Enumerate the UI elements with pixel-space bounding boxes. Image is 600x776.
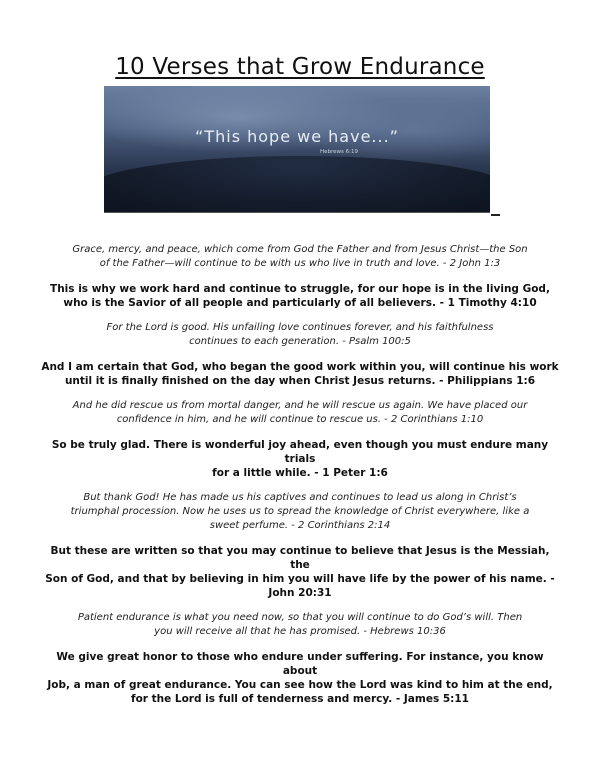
verse-8 (40, 544, 560, 600)
verse-2 (40, 282, 560, 310)
banner-quote: “This hope we have...” (195, 127, 399, 146)
verse-line: continues to each generation. - Psalm 100:5 (189, 336, 411, 347)
verse-line: Son of God, and that by believing in him you will have life by the power of his name. - (45, 573, 555, 585)
verse-7 (40, 491, 560, 533)
banner-reference: Hebrews 6:19 (320, 149, 358, 155)
verse-10 (40, 650, 560, 706)
verse-line: for the Lord is full of tenderness and mercy. - James 5:11 (131, 693, 469, 705)
verse-line: for a little while. - 1 Peter 1:6 (212, 467, 388, 479)
verse-line: sweet perfume. - 2 Corinthians 2:14 (209, 520, 391, 531)
verse-line: trials (284, 453, 316, 465)
verse-line: until it is finally finished on the day when Christ Jesus returns. - Philippians 1:6 (64, 375, 536, 387)
verse-list (40, 243, 560, 706)
verse-line: triumphal procession. Now he uses us to spread the knowledge of Christ everywhere, like a (70, 506, 530, 517)
verse-line: Job, a man of great endurance. You can see how the Lord was kind to him at the end, (47, 679, 553, 691)
verse-line: you will receive all that he has promised. - Hebrews 10:36 (154, 626, 446, 637)
verse-line: who is the Savior of all people and particularly of all believers. - 1 Timothy 4:10 (63, 297, 537, 309)
verse-line: We give great honor to those who endure under suffering. For instance, you know about (56, 651, 544, 677)
verse-line: Grace, mercy, and peace, which come from God the Father and from Jesus Christ—the Son (72, 244, 528, 255)
verse-line: of the Father—will continue to be with us who live in truth and love. - 2 John 1:3 (99, 258, 501, 269)
banner-image (104, 86, 490, 213)
underscore-mark (491, 214, 500, 216)
verse-line: But these are written so that you may continue to believe that Jesus is the Messiah, the (50, 545, 550, 571)
verse-line: This is why we work hard and continue to struggle, for our hope is in the living God, (50, 283, 550, 295)
verse-line: For the Lord is good. His unfailing love continues forever, and his faithfulness (106, 322, 494, 333)
verse-6 (40, 438, 560, 480)
verse-line: John 20:31 (268, 587, 332, 599)
page-title: 10 Verses that Grow Endurance (115, 54, 485, 80)
verse-line: And he did rescue us from mortal danger, and he will rescue us again. We have placed our (72, 400, 528, 411)
verse-5 (40, 399, 560, 427)
verse-1 (40, 243, 560, 271)
verse-line: confidence in him, and he will continue to rescue us. - 2 Corinthians 1:10 (116, 414, 484, 425)
verse-line: And I am certain that God, who began the good work within you, will continue his work (41, 361, 559, 373)
verse-line: So be truly glad. There is wonderful joy ahead, even though you must endure many (51, 439, 549, 451)
verse-line: Patient endurance is what you need now, so that you will continue to do God’s will. Then (77, 612, 523, 623)
verse-line: But thank God! He has made us his captives and continues to lead us along in Christ’s (83, 492, 517, 503)
verse-4 (40, 360, 560, 388)
verse-9 (40, 611, 560, 639)
cloud-shape (104, 156, 490, 213)
verse-3 (40, 321, 560, 349)
